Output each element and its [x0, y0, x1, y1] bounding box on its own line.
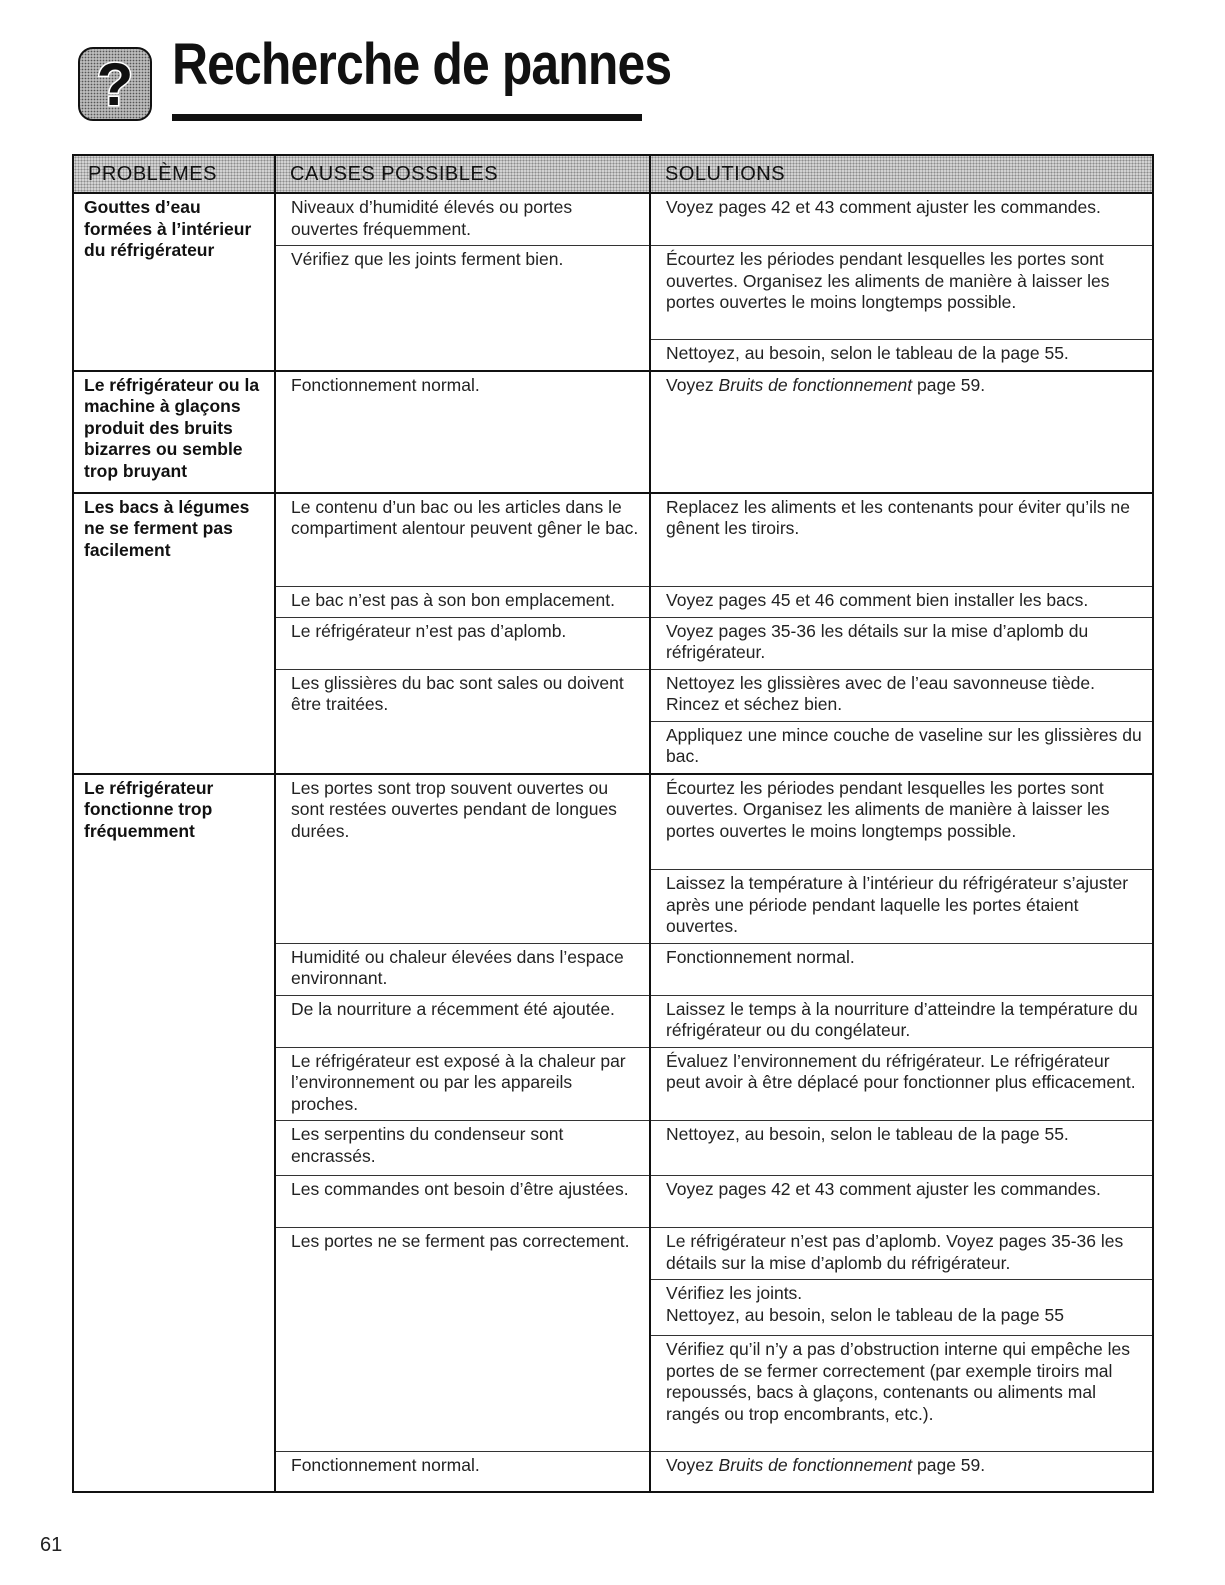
cause-cell: Fonctionnement normal.	[275, 371, 650, 493]
table-row	[73, 193, 1153, 246]
solution-cell: Replacez les aliments et les contenants pour éviter qu’ils ne gênent les tiroirs.	[650, 493, 1153, 587]
cause-cell: Fonctionnement normal.	[275, 1452, 650, 1492]
svg-text:?: ?	[96, 51, 134, 118]
solution-cell: Fonctionnement normal.	[650, 943, 1153, 995]
cause-cell	[275, 721, 650, 774]
solution-cell: Laissez le temps à la nourriture d’atteindre la température du réfrigérateur ou du congélateur.	[650, 995, 1153, 1047]
cause-cell: Vérifiez que les joints ferment bien.	[275, 246, 650, 340]
solution-cell: Voyez pages 42 et 43 comment ajuster les commandes.	[650, 193, 1153, 246]
column-header-problems: PROBLÈMES	[73, 155, 275, 193]
solution-cell: Voyez pages 35-36 les détails sur la mise d’aplomb du réfrigérateur.	[650, 617, 1153, 669]
cause-cell: Niveaux d’humidité élevés ou portes ouvertes fréquemment.	[275, 193, 650, 246]
cause-cell	[275, 340, 650, 371]
solution-cell: Appliquez une mince couche de vaseline sur les glissières du bac.	[650, 721, 1153, 774]
table-header-row	[73, 155, 1153, 193]
solution-cell: Vérifiez qu’il n’y a pas d’obstruction interne qui empêche les portes de se fermer correctement (par exemple tiroirs mal repoussés, bacs à glaçons, contenants ou aliments mal rangés ou trop encombrants, etc.).	[650, 1336, 1153, 1452]
cause-cell: Les commandes ont besoin d’être ajustées.	[275, 1176, 650, 1228]
cause-cell: Le contenu d’un bac ou les articles dans le compartiment alentour peuvent gêner le bac.	[275, 493, 650, 587]
solution-cell: Nettoyez, au besoin, selon le tableau de la page 55.	[650, 340, 1153, 371]
column-header-solutions: SOLUTIONS	[650, 155, 1153, 193]
solution-cell: Évaluez l’environnement du réfrigérateur. Le réfrigérateur peut avoir à être déplacé pour fonctionner plus efficacement.	[650, 1047, 1153, 1121]
page-number: 61	[40, 1534, 63, 1556]
cause-cell: Le réfrigérateur est exposé à la chaleur par l’environnement ou par les appareils proches.	[275, 1047, 650, 1121]
cause-cell	[275, 870, 650, 944]
solution-cell: Laissez la température à l’intérieur du réfrigérateur s’ajuster après une période pendant laquelle les portes étaient ouvertes.	[650, 870, 1153, 944]
cause-cell: De la nourriture a récemment été ajoutée.	[275, 995, 650, 1047]
cause-cell: Les portes ne se ferment pas correctement.	[275, 1228, 650, 1280]
solution-cell	[650, 1452, 1153, 1492]
solution-cell: Nettoyez les glissières avec de l’eau savonneuse tiède. Rincez et séchez bien.	[650, 669, 1153, 721]
solution-cell: Écourtez les périodes pendant lesquelles les portes sont ouvertes. Organisez les aliments de manière à laisser les portes ouvertes le moins longtemps possible.	[650, 774, 1153, 870]
table-row	[73, 493, 1153, 587]
title-underline	[172, 114, 642, 121]
cause-cell: Humidité ou chaleur élevées dans l’espace environnant.	[275, 943, 650, 995]
cause-cell: Les portes sont trop souvent ouvertes ou sont restées ouvertes pendant de longues durées.	[275, 774, 650, 870]
cause-cell: Les serpentins du condenseur sont encrassés.	[275, 1121, 650, 1176]
problem-cell: Les bacs à légumes ne se ferment pas facilement	[73, 493, 275, 774]
column-header-causes: CAUSES POSSIBLES	[275, 155, 650, 193]
solution-cell: Nettoyez, au besoin, selon le tableau de la page 55.	[650, 1121, 1153, 1176]
cause-cell	[275, 1336, 650, 1452]
solution-cell: Écourtez les périodes pendant lesquelles les portes sont ouvertes. Organisez les aliments de manière à laisser les portes ouvertes le moins longtemps possible.	[650, 246, 1153, 340]
problem-cell: Gouttes d’eau formées à l’intérieur du réfrigérateur	[73, 193, 275, 371]
cause-cell: Le réfrigérateur n’est pas d’aplomb.	[275, 617, 650, 669]
solution-text: Voyez	[666, 374, 719, 395]
solution-text: Voyez	[666, 1455, 719, 1475]
problem-cell: Le réfrigérateur fonctionne trop fréquemment	[73, 774, 275, 1492]
solution-text: page 59.	[912, 374, 986, 395]
solution-cell: Vérifiez les joints. Nettoyez, au besoin, selon le tableau de la page 55	[650, 1280, 1153, 1336]
table-row	[73, 371, 1153, 493]
solution-reference: Bruits de fonctionnement	[718, 374, 913, 395]
troubleshooting-table	[72, 154, 1152, 1493]
solution-cell: Voyez pages 42 et 43 comment ajuster les commandes.	[650, 1176, 1153, 1228]
solution-reference: Bruits de fonctionnement	[718, 1455, 913, 1475]
table-row	[73, 774, 1153, 870]
cause-cell: Le bac n’est pas à son bon emplacement.	[275, 587, 650, 618]
page-title: Recherche de pannes	[172, 32, 672, 97]
cause-cell	[275, 1280, 650, 1336]
problem-cell: Le réfrigérateur ou la machine à glaçons produit des bruits bizarres ou semble trop bruyant	[73, 371, 275, 493]
solution-text: page 59.	[912, 1455, 986, 1475]
solution-cell: Le réfrigérateur n’est pas d’aplomb. Voyez pages 35-36 les détails sur la mise d’aplomb du réfrigérateur.	[650, 1228, 1153, 1280]
solution-cell: Voyez pages 45 et 46 comment bien installer les bacs.	[650, 587, 1153, 618]
question-mark-icon	[78, 47, 152, 121]
cause-cell: Les glissières du bac sont sales ou doivent être traitées.	[275, 669, 650, 721]
solution-cell	[650, 371, 1153, 493]
table-body	[73, 193, 1153, 1492]
